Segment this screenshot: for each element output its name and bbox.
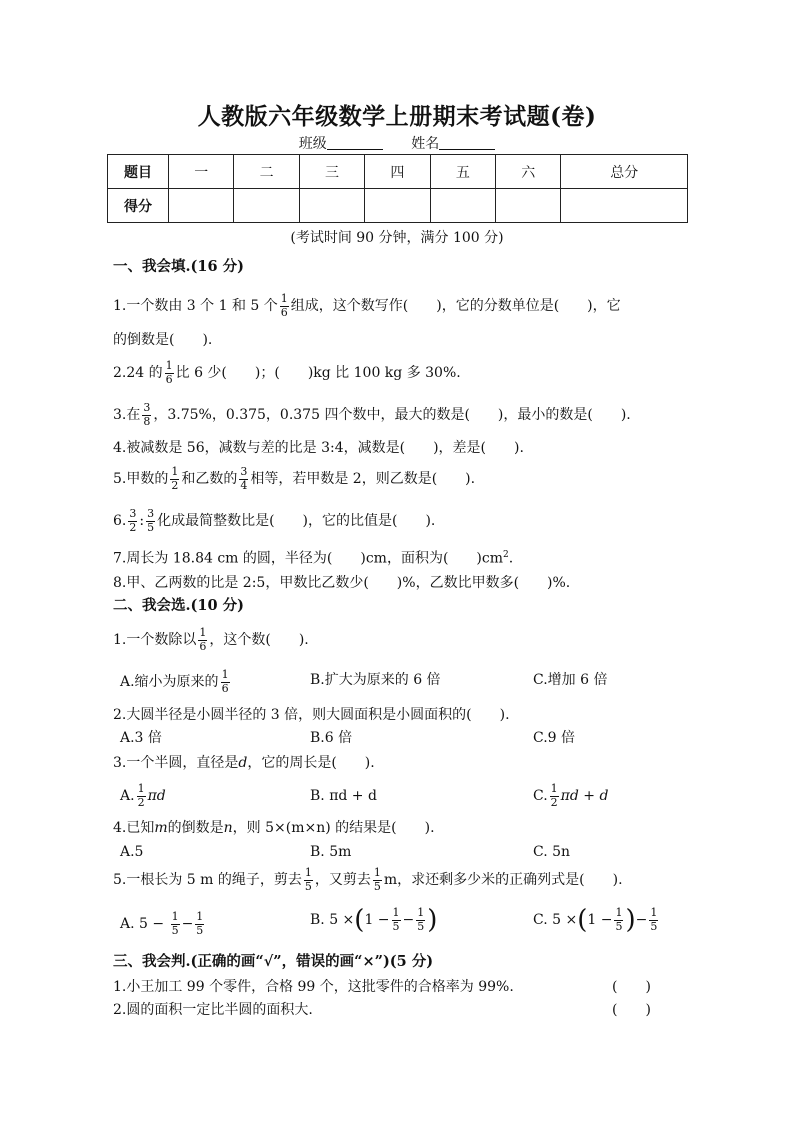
- s2-q2-option-b[interactable]: B.6 倍: [310, 730, 353, 746]
- s2-q5-option-b[interactable]: [310, 905, 438, 936]
- frac-den: 6: [221, 681, 229, 695]
- s2-q5-option-a[interactable]: [120, 911, 206, 937]
- score-header-cell: 题目: [108, 155, 169, 189]
- frac-num: 1: [137, 782, 145, 795]
- frac-den: 5: [147, 520, 155, 534]
- s1-question-2: [113, 360, 461, 386]
- fraction: [165, 360, 174, 386]
- score-cell[interactable]: [234, 189, 299, 223]
- s2-q4-option-b[interactable]: B. 5m: [310, 844, 352, 860]
- frac-den: 2: [550, 795, 558, 809]
- exam-note: (考试时间 90 分钟，满分 100 分): [290, 230, 504, 246]
- frac-num: 1: [550, 782, 558, 795]
- score-cell[interactable]: [430, 189, 495, 223]
- s2-q5-option-c[interactable]: [533, 905, 660, 936]
- s2-q1-option-a[interactable]: [120, 669, 232, 695]
- frac-den: 5: [650, 919, 658, 933]
- option-text: A.: [120, 788, 135, 805]
- s1-q1-text-a: 1.一个数由 3 个 1 和 5 个: [113, 298, 278, 315]
- s1-q5-text-c: 相等，若甲数是 2，则乙数是( ).: [250, 471, 476, 488]
- s2-q4-text-a: 4.已知: [113, 820, 155, 836]
- one-minus: 1 −: [364, 912, 390, 929]
- frac-num: 1: [392, 906, 400, 919]
- s2-question-3: [113, 756, 375, 770]
- frac-num: 1: [171, 465, 179, 478]
- variable-n: n: [223, 820, 233, 836]
- frac-num: 3: [129, 507, 137, 520]
- section1-heading: 一、我会填.(16 分): [113, 258, 244, 275]
- frac-num: 1: [199, 626, 207, 639]
- frac-den: 8: [143, 414, 151, 428]
- frac-den: 2: [171, 478, 179, 492]
- s2-q5-text-c: m，求还剩多少米的正确列式是( ).: [383, 872, 623, 889]
- frac-den: 5: [373, 879, 381, 893]
- score-header-cell: 总分: [561, 155, 688, 189]
- s1-q7-text-a: 7.周长为 18.84 cm 的圆，半径为( )cm，面积为( )cm: [113, 550, 503, 567]
- fraction: [171, 911, 180, 937]
- frac-num: 1: [650, 906, 658, 919]
- open-paren: (: [577, 905, 588, 936]
- s1-q6-text-a: 6.: [113, 513, 127, 530]
- s2-question-1: [113, 627, 309, 653]
- score-header-cell: 三: [299, 155, 364, 189]
- s1-question-1: [113, 293, 621, 319]
- fraction: [195, 911, 204, 937]
- option-text: B. 5 ×: [310, 912, 355, 929]
- frac-den: 5: [304, 879, 312, 893]
- class-name-line: [0, 133, 794, 153]
- score-header-row: [108, 155, 688, 189]
- score-cell[interactable]: [496, 189, 561, 223]
- s2-q1-text-a: 1.一个数除以: [113, 632, 197, 649]
- fraction: [550, 783, 559, 809]
- score-header-cell: 一: [169, 155, 234, 189]
- s1-q7-text-b: .: [508, 550, 514, 567]
- s2-q2-option-c[interactable]: C.9 倍: [533, 730, 576, 746]
- frac-den: 5: [615, 919, 623, 933]
- score-row-label: 得分: [108, 189, 169, 223]
- option-text: C. 5 ×: [533, 912, 578, 929]
- frac-den: 6: [199, 639, 207, 653]
- superscript: 2: [502, 550, 509, 560]
- s2-q4-text-c: ，则 5×(m×n) 的结果是( ).: [232, 820, 435, 836]
- score-cell[interactable]: [561, 189, 688, 223]
- name-blank[interactable]: [439, 135, 495, 150]
- fraction: [146, 508, 155, 534]
- frac-den: 5: [392, 919, 400, 933]
- one-minus: 1 −: [587, 912, 613, 929]
- s2-question-4: [113, 821, 435, 835]
- s1-question-5: [113, 466, 475, 492]
- s2-q4-option-c[interactable]: C. 5n: [533, 844, 571, 860]
- variable-d: d: [238, 755, 248, 771]
- s1-question-3: [113, 402, 631, 428]
- frac-num: 3: [240, 465, 248, 478]
- s2-q3-text-a: 3.一个半圆，直径是: [113, 755, 239, 771]
- frac-den: 4: [240, 478, 248, 492]
- fraction: [128, 508, 137, 534]
- option-text: A. 5 −: [120, 916, 165, 933]
- fraction: [614, 907, 623, 933]
- s2-q3-text-b: ，它的周长是( ).: [247, 755, 375, 771]
- frac-den: 6: [165, 372, 173, 386]
- s1-q2-text-b: 比 6 少( )；( )kg 比 100 kg 多 30%.: [175, 365, 461, 382]
- s1-q3-text-b: ，3.75%，0.375，0.375 四个数中，最大的数是( )，最小的数是( ).: [153, 407, 631, 424]
- page-title: 人教版六年级数学上册期末考试题(卷): [197, 103, 597, 130]
- option-expr: πd: [147, 788, 166, 805]
- score-table: [107, 154, 688, 223]
- name-label: 姓名: [411, 136, 440, 152]
- s3-q1-answer-paren[interactable]: ( ): [612, 979, 651, 995]
- minus-sign: −: [635, 912, 648, 929]
- class-blank[interactable]: [327, 135, 383, 150]
- variable-m: m: [154, 820, 168, 836]
- frac-num: 1: [165, 359, 173, 372]
- s1-question-6: [113, 508, 435, 534]
- open-paren: (: [354, 905, 365, 936]
- s1-q5-text-b: 和乙数的: [181, 471, 238, 488]
- s1-q3-text-a: 3.在: [113, 407, 141, 424]
- fraction: [416, 907, 425, 933]
- frac-den: 2: [137, 795, 145, 809]
- frac-num: 3: [143, 401, 151, 414]
- s3-question-2: 2.圆的面积一定比半圆的面积大.: [113, 1002, 313, 1018]
- score-header-cell: 二: [234, 155, 299, 189]
- frac-den: 6: [280, 305, 288, 319]
- fraction: [392, 907, 401, 933]
- score-cell[interactable]: [299, 189, 364, 223]
- section3-heading: 三、我会判.(正确的画“√”，错误的画“×”)(5 分): [113, 953, 434, 970]
- frac-num: 1: [196, 910, 204, 923]
- frac-num: 3: [147, 507, 155, 520]
- frac-num: 1: [615, 906, 623, 919]
- fraction: [170, 466, 179, 492]
- fraction: [304, 867, 313, 893]
- fraction: [142, 402, 151, 428]
- fraction: [198, 627, 207, 653]
- s2-q2-option-a[interactable]: A.3 倍: [120, 730, 162, 746]
- close-paren: ): [625, 905, 636, 936]
- frac-num: 1: [280, 292, 288, 305]
- frac-den: 5: [196, 923, 204, 937]
- s2-q5-text-a: 5.一根长为 5 m 的绳子，剪去: [113, 872, 302, 889]
- score-cell[interactable]: [169, 189, 234, 223]
- s1-q6-text-b: 化成最简整数比是( )，它的比值是( ).: [157, 513, 436, 530]
- score-value-row: [108, 189, 688, 223]
- fraction: [239, 466, 248, 492]
- close-paren: ): [427, 905, 438, 936]
- fraction: [137, 783, 146, 809]
- frac-num: 1: [373, 866, 381, 879]
- s2-q1-option-c[interactable]: C.增加 6 倍: [533, 672, 608, 688]
- fraction: [221, 669, 230, 695]
- fraction: [373, 867, 382, 893]
- s2-q3-option-c[interactable]: [533, 783, 608, 809]
- s1-question-7: [113, 551, 513, 566]
- frac-num: 1: [171, 910, 179, 923]
- score-header-cell: 四: [365, 155, 430, 189]
- fraction: [280, 293, 289, 319]
- frac-num: 1: [417, 906, 425, 919]
- s1-q5-text-a: 5.甲数的: [113, 471, 169, 488]
- s1-question-1-cont: 的倒数是( ).: [113, 332, 213, 348]
- class-label: 班级: [298, 136, 327, 152]
- minus-sign: −: [402, 912, 415, 929]
- option-expr: πd + d: [560, 788, 609, 805]
- s1-question-8: 8.甲、乙两数的比是 2:5，甲数比乙数少( )%，乙数比甲数多( )%.: [113, 575, 571, 591]
- section2-heading: 二、我会选.(10 分): [113, 597, 244, 614]
- minus-sign: −: [181, 916, 194, 933]
- frac-den: 5: [171, 923, 179, 937]
- s2-q1-text-b: ，这个数( ).: [209, 632, 309, 649]
- s1-question-4: 4.被减数是 56，减数与差的比是 3:4，减数是( )，差是( ).: [113, 440, 524, 456]
- frac-den: 5: [417, 919, 425, 933]
- frac-num: 1: [304, 866, 312, 879]
- frac-num: 1: [221, 668, 229, 681]
- option-text: C.: [533, 788, 548, 805]
- score-header-cell: 五: [430, 155, 495, 189]
- score-header-cell: 六: [496, 155, 561, 189]
- frac-den: 2: [129, 520, 137, 534]
- s3-q2-answer-paren[interactable]: ( ): [612, 1002, 651, 1018]
- s3-question-1: 1.小王加工 99 个零件，合格 99 个，这批零件的合格率为 99%.: [113, 979, 514, 995]
- s2-q4-option-a[interactable]: A.5: [120, 844, 144, 860]
- fraction: [649, 907, 658, 933]
- s2-q1-option-b[interactable]: B.扩大为原来的 6 倍: [310, 672, 441, 688]
- s1-q2-text-a: 2.24 的: [113, 365, 163, 382]
- s2-q5-text-b: ，又剪去: [314, 872, 371, 889]
- s1-q1-text-b: 组成，这个数写作( )，它的分数单位是( )，它: [290, 298, 621, 315]
- s2-q3-option-b[interactable]: B. πd + d: [310, 788, 377, 804]
- s2-question-5: [113, 867, 623, 893]
- score-cell[interactable]: [365, 189, 430, 223]
- ratio-colon: :: [139, 513, 145, 530]
- option-text: A.缩小为原来的: [120, 674, 219, 691]
- s2-q4-text-b: 的倒数是: [167, 820, 224, 836]
- s2-question-2: 2.大圆半径是小圆半径的 3 倍，则大圆面积是小圆面积的( ).: [113, 707, 510, 723]
- s2-q3-option-a[interactable]: [120, 783, 166, 809]
